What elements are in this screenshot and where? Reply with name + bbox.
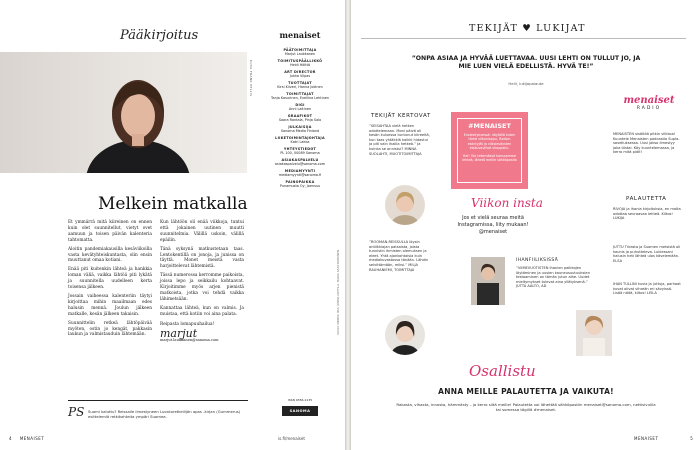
- contributor-2-photo: [385, 315, 425, 355]
- paragraph: Jossain vaiheessa kalenteriin täytyi kirjoittaa mihin maailmaan edes halusin mennä. Joulun jälkeen matkalle, kesän jälkeen takaisin.: [68, 293, 152, 317]
- masthead-entry: [268, 103, 332, 111]
- paragraph: Aloitin pandemiakausilla kesäviikoilla vasta kevätyhteiskuntasta, olin ensin muuttanut omaa kotiani.: [68, 246, 152, 264]
- masthead-entry: [268, 81, 332, 89]
- masthead-role: TOIMITTAJAT: [286, 92, 314, 96]
- editorial-column-1: [68, 220, 152, 341]
- contributor-1-photo: [385, 185, 425, 225]
- palaute-1: RIVOJA ja ihania kirjoituksia, en malta odottaa seuraavaa lehteä. Kiitos! LUKIJA: [613, 207, 681, 221]
- masthead-role: LIIKETOIMINTAJOHTAJA: [275, 136, 325, 140]
- page-number: 5: [690, 436, 694, 441]
- masthead-names: Anni Laitinen: [288, 107, 312, 111]
- masthead-role: TUOTTAJAT: [288, 81, 312, 85]
- footer-url: is.fi/menaiset: [278, 436, 305, 441]
- paragraph: Suunnittelin retkeä lähtöpäivää myöten, ostin jo kengät, pakkasin laukun ja valmistauduin lähtemään.: [68, 320, 152, 338]
- radio-sub: RADIO: [636, 106, 662, 111]
- masthead-names: Heidi Hölttä: [289, 63, 311, 67]
- footer-left: [9, 436, 44, 441]
- radio-logo-text: menaiset: [623, 95, 675, 106]
- right-page: [351, 0, 696, 450]
- quote-source: Heili, lukijapalaute: [508, 81, 544, 86]
- letter-writer-photo: [576, 310, 612, 356]
- paragraph: Et ymmärrä mitä kiireinen on ennen kuin olet suunnitellut, vietyt ovet aamuun ja toisen päivän kalenteria tahtomatta.: [68, 220, 152, 243]
- masthead-entry: [268, 48, 332, 56]
- signature: marjut: [160, 326, 198, 340]
- radio-logo: [621, 95, 677, 133]
- insta-photo: [471, 257, 505, 305]
- page-number: 4: [9, 436, 13, 441]
- masthead-names: Jukka Vilpas: [289, 74, 311, 78]
- masthead-names: Punamusta Oy, Joensuu: [279, 184, 321, 188]
- paragraph: Enää piti kuitenkin lähteä ja hankkia loman väliä, vaikka lähtöä piti lykätä ja suunnitella uudelleen kerta toisensa jälkeen.: [68, 267, 152, 291]
- editor-portrait: [0, 52, 247, 173]
- masthead-entry: [268, 59, 332, 67]
- paragraph: Tässä numerossa kerromme paikoista, joissa lepo ja seikkailu kohtaavat. Kirjoitimme myös arjen pienistä matkoista, jotka voi tehdä vaikka lähimetsään.: [160, 273, 244, 302]
- masthead-entry: [268, 114, 332, 122]
- masthead-role: DIGI: [295, 103, 305, 107]
- masthead-entry: [268, 92, 332, 100]
- contributors-header: TEKIJÄT KERTOVAT: [371, 113, 431, 119]
- paragraph: Kannattaa lähteä, kun on valmis. Ja muistaa, että kotiin voi aina palata.: [160, 305, 244, 317]
- ihanfiilis-header: IHANFIILIKSISSÄ: [516, 258, 559, 263]
- masthead-role: MEDIAMYYNTI: [284, 169, 316, 173]
- masthead-role: PAINOPAIKKA: [285, 180, 315, 184]
- masthead-entry: [268, 136, 332, 144]
- masthead-role: PÄÄTOIMITTAJA: [283, 48, 317, 52]
- masthead-role: JULKAISIJA: [288, 125, 312, 129]
- radio-text: MENAISTEN sisältöä pitkin viikkoa! Kuuntele Menaisten podcastia Supla-sovelluksessa. Uusi jakso ilmestyy joka tiistai. Käy kuuntelemassa, ja kerro mitä pidit!: [613, 132, 680, 155]
- ps-label: PS: [68, 405, 85, 419]
- paragraph: Kun lähtöön oli enää viikkoja, tuntui että jokainen uutinen muutti suunnitelmia. Välillä uskoin, välillä epäilin.: [160, 220, 244, 243]
- hashtag-box: [451, 112, 528, 189]
- hashtag-title: #MENAISET: [468, 122, 511, 130]
- portrait-image: [0, 52, 247, 173]
- cta-title: ANNA MEILLE PALAUTETTA JA VAIKUTA!: [438, 387, 614, 396]
- masthead-logo: menaiset: [279, 30, 321, 40]
- masthead-role: GRAAFIKOT: [287, 114, 313, 118]
- masthead-role: ART DIRECTOR: [284, 70, 316, 74]
- paragraph: Tänä syksynä matkustetaan taas. Lentokentillä on jonoja, ja junissa on täyttä. Monet meistä vasta harjoittelevat lähtemistä.: [160, 246, 244, 270]
- masthead-entry: [268, 158, 332, 166]
- page-title: Melkein matkalla: [98, 194, 248, 214]
- masthead-names: Tanja Kasurinen, Eveliina Lehtinen: [271, 96, 329, 100]
- footer-brand: MENAISET: [634, 436, 659, 441]
- masthead-names: PL 100, 00089 Sanoma: [280, 151, 320, 155]
- masthead-names: Saara Rantala, Pinja Salo: [278, 118, 322, 122]
- left-page: [0, 0, 345, 450]
- issn: ISSN 0356-1135: [287, 398, 313, 402]
- insta-script: Viikon insta: [471, 196, 543, 210]
- cta-text: Rakasta, vihasta, innosta, hämmästy – jo kerro siitä meille! Palautetta voi lähettää sähköpostiin menaiset@sanoma.com, nettisivuilla tai somessa tägillä #menaiset.: [396, 402, 656, 412]
- masthead-entry: [268, 147, 332, 155]
- masthead-entry: [268, 125, 332, 133]
- masthead-names: Katri Lakka: [290, 140, 310, 144]
- masthead-role: ASIAKASPALVELU: [281, 158, 319, 162]
- masthead-role: YHTEYSTIEDOT: [283, 147, 317, 151]
- palaute-header: PALAUTETTA: [626, 196, 667, 202]
- reader-quote: ”ONPA ASIAA JA HYVÄÄ LUETTAVAA. UUSI LEHTI ON TULLUT JO, JA MIE LUEN VIELÄ EDELLISTÄ. HYVÄ TE!”: [411, 55, 641, 70]
- publisher-logo: SANOMA: [282, 406, 318, 416]
- footer-brand: MENAISET: [19, 436, 45, 441]
- masthead-role: TOIMITUSPÄÄLLIKKÖ: [277, 59, 323, 63]
- ihanfiilis-text: ”VIIMEVUOTISTEN ihanien paikkojen löytäminen ja uusien kauneusuutuuksien testaaminen on tämän jutun aihe. Uudet mieltymykset tulevat aina yllätyksenä.” JUTTA AALTO, AD: [516, 266, 590, 289]
- palaute-3: IHAN TULLINI kuvia ja juttuja, parhaat kuvat olivat vihreän eri sävyissä. Lisää näitä, kiitos! LEILA: [613, 282, 681, 296]
- vertical-credit: KUVAT ANNIKA HAS, JONNA ANTTILA, MARIA SAASTAMOINEN: [336, 250, 340, 335]
- photo-credit: KUVA FRANK PELLIS: [249, 60, 253, 97]
- masthead-entry: [268, 70, 332, 78]
- author-email: marjut.laukkanen@sanoma.com: [160, 338, 219, 343]
- hashtag-text: Ensiesityksessä: näytöllä kuten tämä viikonloppu, Radion esiintyjät ja viiksiesitysten elokuvaviikot shoppailu.: [463, 133, 516, 151]
- masthead-entry: [268, 169, 332, 177]
- masthead-entry: [268, 180, 332, 188]
- contributor-1-text: ”SEISAHTAA vielä hetken odottelemaan. Moni päivä oli kesän kuluessa tuntunut kiireeltä, kun taas yhtäkkiä kaikki hidastui ja piti vain ihailla hetkeä.” Ja kuinka se onnistui? MINNA SUOLAHTI, MUOTITOIMITTAJA: [369, 124, 430, 156]
- osallistu-script: Osallistu: [469, 362, 536, 380]
- masthead-names: Sanoma Media Finland: [280, 129, 320, 133]
- masthead-names: asiakaspalvelu@sanoma.com: [274, 162, 326, 166]
- footer-right: [634, 436, 693, 441]
- masthead-names: Marjut Laukkanen: [284, 52, 316, 56]
- palaute-2: JUTTU Tiirasta ja Suomen metsistä oli kaunis ja puhutteleva. Lukiessani halusin heti lähteä ulos kävelemään. ELSA: [613, 245, 681, 263]
- contributor-2-text: ”ROOMAN-REISSULLA löysin antiikkiajan patsaista, joista tunnistin ihmisten olemuksen ja eleet. Yhtä ajankohtaisia kuin mediakuvastossa tänään. Lähdin selvittämään, miksi.” MILJA RAUHANIEMI, TOIMITTAJA: [369, 240, 429, 272]
- editorial-column-2: [160, 220, 244, 344]
- masthead-names: mediamyynti@sanoma.fi: [278, 173, 322, 177]
- section-header: TEKIJÄT ♥ LUKIJAT: [469, 23, 586, 34]
- hashtag-subtext: Hei! Ole tekemässä kanssamme lehteä, lähetä meille sähköpostia: [462, 153, 517, 163]
- masthead-names: Kirsi Kiiveri, Hanna Jokinen: [277, 85, 323, 89]
- insta-text: Jos et vielä seuraa meitä Instagramissa, liity mukaan! @menaiset: [457, 215, 529, 235]
- signoff: Reipasta lomapuuhailua!: [160, 321, 215, 327]
- ps-text: Suomi kaluttu? Reissaile ilmestyneen Luontoretkeilijän opas -kirjan (Gummerus) esittelemiä retkikohteita ympäri Suomea.: [88, 409, 241, 419]
- masthead-list: [268, 48, 332, 191]
- editorial-header: Pääkirjoitus: [120, 28, 199, 43]
